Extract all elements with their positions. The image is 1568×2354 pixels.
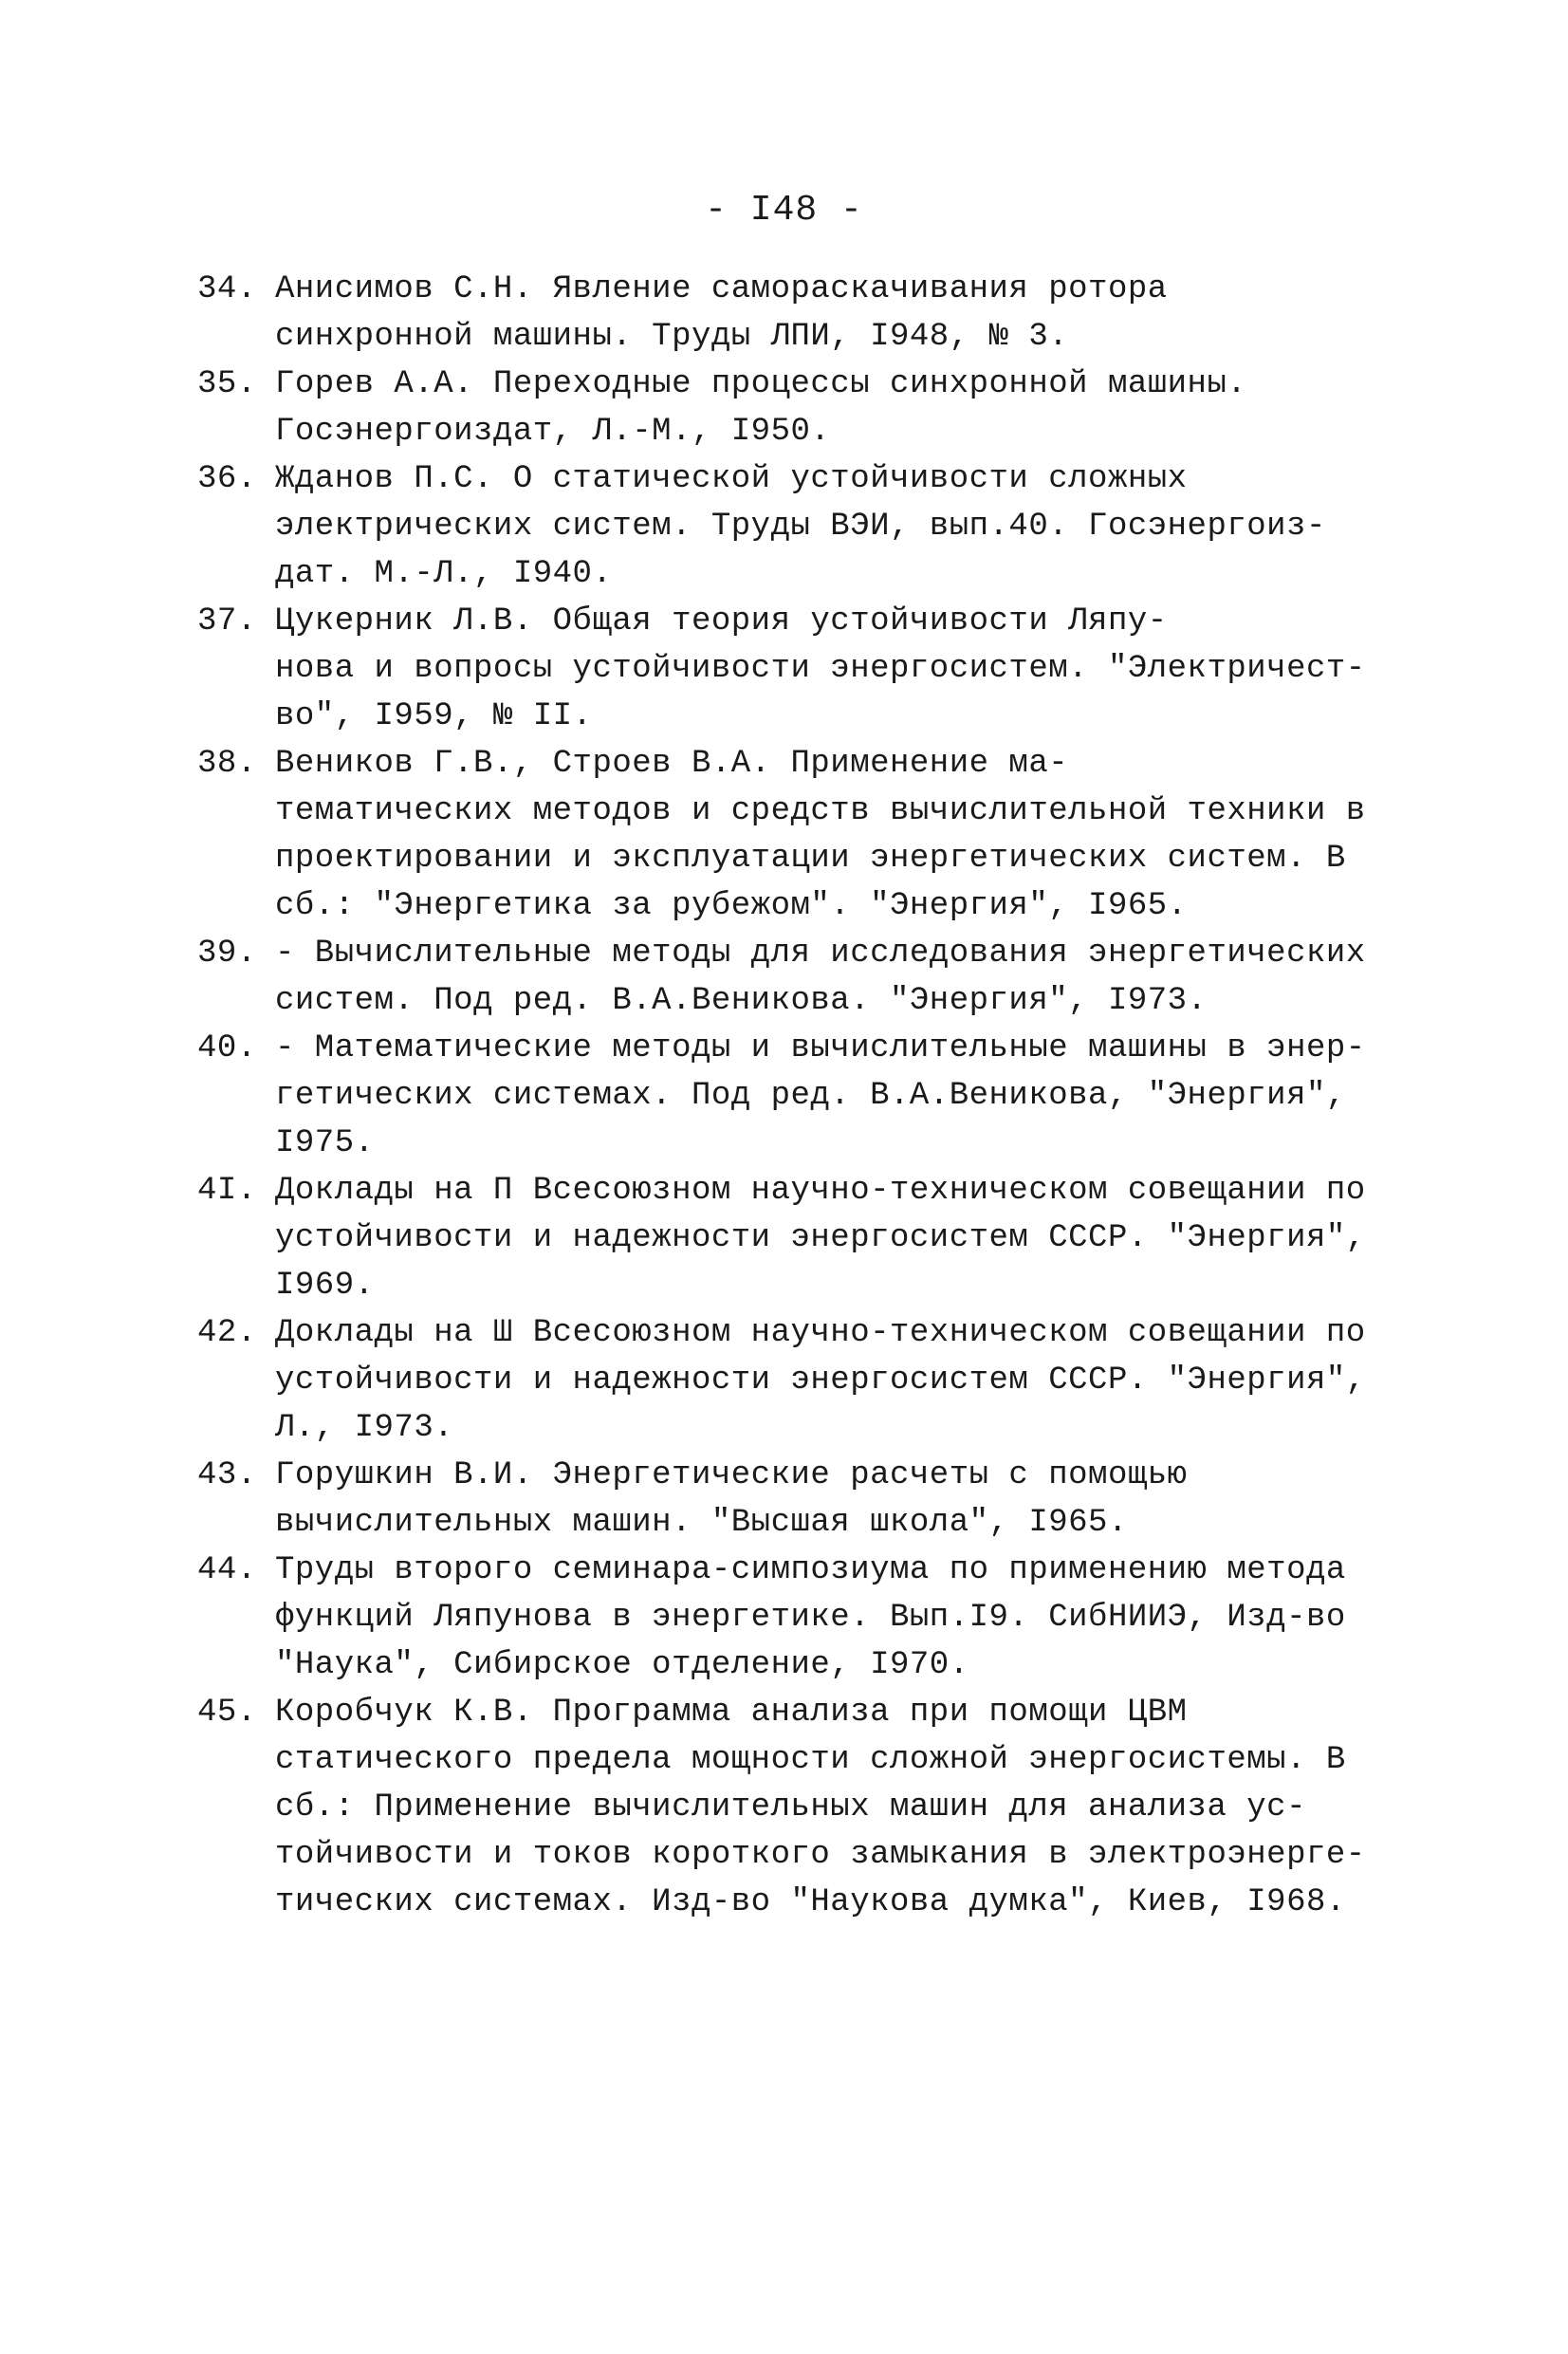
reference-item — [197, 930, 1366, 1025]
reference-item — [197, 455, 1355, 598]
reference-line: Веников Г.В., Строев В.А. Применение ма- — [275, 746, 1069, 782]
reference-number: 37. — [197, 603, 257, 639]
reference-line: устойчивости и надежности энергосистем СССР. "Энергия", — [275, 1362, 1366, 1399]
reference-line: функций Ляпунова в энергетике. Вып.I9. СибНИИЭ, Изд-во — [275, 1600, 1346, 1636]
reference-number: 40. — [197, 1030, 257, 1066]
reference-line: нова и вопросы устойчивости энергосистем. "Электричест- — [275, 651, 1366, 687]
reference-line: статического предела мощности сложной энергосистемы. В — [275, 1742, 1346, 1778]
reference-line: во", I959, № II. — [275, 698, 593, 734]
reference-item — [197, 361, 1355, 455]
reference-line: сб.: Применение вычислительных машин для анализа ус- — [275, 1789, 1306, 1826]
reference-line: тематических методов и средств вычислительной техники в — [275, 793, 1366, 829]
reference-line: Жданов П.С. О статической устойчивости сложных — [275, 461, 1188, 497]
reference-line: устойчивости и надежности энергосистем СССР. "Энергия", — [275, 1220, 1366, 1256]
reference-line: Доклады на П Всесоюзном научно-техническом совещании по — [275, 1173, 1366, 1209]
reference-line: вычислительных машин. "Высшая школа", I965. — [275, 1505, 1128, 1541]
reference-line: I969. — [275, 1268, 375, 1304]
reference-line: гетических системах. Под ред. В.А.Веникова, "Энергия", — [275, 1078, 1346, 1114]
reference-item — [197, 740, 1366, 930]
reference-line: тойчивости и токов короткого замыкания в электроэнерге- — [275, 1837, 1366, 1873]
reference-item — [197, 1547, 1355, 1689]
reference-number: 34. — [197, 271, 257, 307]
reference-line: Л., I973. — [275, 1410, 454, 1446]
reference-number: 42. — [197, 1315, 257, 1351]
reference-line: тических системах. Изд-во "Наукова думка", Киев, I968. — [275, 1884, 1346, 1920]
reference-line: дат. М.-Л., I940. — [275, 556, 613, 592]
reference-number: 44. — [197, 1552, 257, 1588]
reference-number: 43. — [197, 1457, 257, 1493]
reference-item — [197, 1025, 1366, 1167]
reference-item — [197, 598, 1366, 740]
reference-line: Доклады на Ш Всесоюзном научно-техническом совещании по — [275, 1315, 1366, 1351]
reference-line: сб.: "Энергетика за рубежом". "Энергия", I965. — [275, 888, 1188, 924]
reference-item — [197, 1689, 1366, 1926]
reference-number: 4I. — [197, 1173, 257, 1209]
reference-item — [197, 1309, 1366, 1452]
reference-list — [197, 266, 1366, 1926]
reference-item — [197, 266, 1355, 361]
reference-number: 38. — [197, 746, 257, 782]
reference-line: - Вычислительные методы для исследования энергетических — [275, 936, 1366, 972]
page-number: - I48 - — [705, 190, 863, 231]
reference-line: Труды второго семинара-симпозиума по применению метода — [275, 1552, 1346, 1588]
reference-line: Горев А.А. Переходные процессы синхронной машины. — [275, 366, 1247, 402]
reference-item — [197, 1167, 1366, 1309]
reference-line: "Наука", Сибирское отделение, I970. — [275, 1647, 969, 1683]
reference-line: Горушкин В.И. Энергетические расчеты с помощью — [275, 1457, 1188, 1493]
reference-line: систем. Под ред. В.А.Веникова. "Энергия", I973. — [275, 983, 1208, 1019]
reference-line: - Математические методы и вычислительные машины в энер- — [275, 1030, 1366, 1066]
reference-line: Цукерник Л.В. Общая теория устойчивости Ляпу- — [275, 603, 1168, 639]
reference-line: проектировании и эксплуатации энергетических систем. В — [275, 841, 1346, 877]
reference-line: I975. — [275, 1125, 375, 1161]
reference-line: Анисимов С.Н. Явление самораскачивания ротора — [275, 271, 1168, 307]
reference-line: синхронной машины. Труды ЛПИ, I948, № 3. — [275, 319, 1069, 355]
reference-number: 39. — [197, 936, 257, 972]
reference-line: электрических систем. Труды ВЭИ, вып.40. Госэнергоиз- — [275, 509, 1326, 545]
reference-item — [197, 1452, 1355, 1547]
reference-line: Госэнергоиздат, Л.-М., I950. — [275, 414, 831, 450]
reference-number: 45. — [197, 1695, 257, 1731]
reference-number: 36. — [197, 461, 257, 497]
reference-line: Коробчук К.В. Программа анализа при помощи ЦВМ — [275, 1695, 1188, 1731]
reference-number: 35. — [197, 366, 257, 402]
